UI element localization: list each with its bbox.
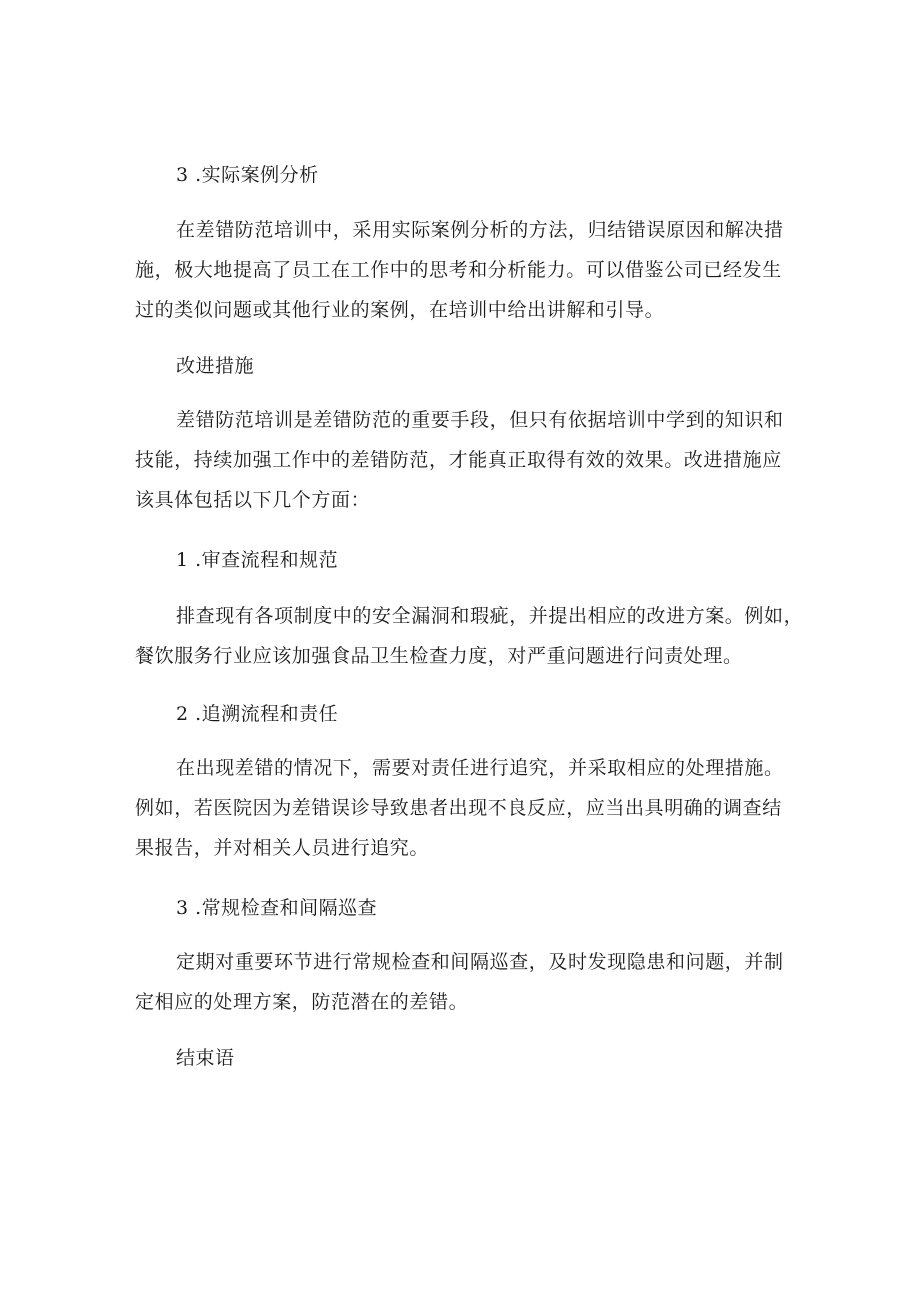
section-heading-improvement: 改进措施 — [176, 355, 255, 377]
paragraph-line: 餐饮服务行业应该加强食品卫生检查力度，对严重问题进行问责处理。 — [135, 645, 743, 667]
section-heading-trace-responsibility: 2 .追溯流程和责任 — [176, 703, 339, 725]
paragraph-line: 差错防范培训是差错防范的重要手段，但只有依据培训中学到的知识和 — [176, 409, 784, 431]
section-heading-review-process: 1 .审查流程和规范 — [176, 549, 339, 571]
paragraph-line: 例如，若医院因为差错误诊导致患者出现不良反应，应当出具明确的调查结 — [135, 797, 782, 819]
paragraph-line: 定相应的处理方案，防范潜在的差错。 — [135, 991, 469, 1013]
section-heading-conclusion: 结束语 — [176, 1047, 235, 1069]
paragraph-line: 在出现差错的情况下，需要对责任进行追究，并采取相应的处理措施。 — [176, 757, 784, 779]
paragraph-line: 定期对重要环节进行常规检查和间隔巡查，及时发现隐患和问题，并制 — [176, 951, 784, 973]
paragraph-line: 在差错防范培训中，采用实际案例分析的方法，归结错误原因和解决措 — [176, 219, 784, 241]
section-heading-case-analysis: 3 .实际案例分析 — [176, 164, 319, 186]
paragraph-line: 排查现有各项制度中的安全漏洞和瑕疵，并提出相应的改进方案。例如， — [176, 605, 804, 627]
paragraph-trace-responsibility — [135, 748, 825, 868]
paragraph-line: 施，极大地提高了员工在工作中的思考和分析能力。可以借鉴公司已经发生 — [135, 259, 782, 281]
paragraph-improvement — [135, 400, 825, 520]
paragraph-review-process — [135, 596, 825, 676]
section-heading-routine-inspection: 3 .常规检查和间隔巡查 — [176, 897, 378, 919]
paragraph-routine-inspection — [135, 942, 825, 1022]
paragraph-line: 过的类似问题或其他行业的案例，在培训中给出讲解和引导。 — [135, 299, 665, 321]
paragraph-case-analysis — [135, 210, 825, 330]
paragraph-line: 技能，持续加强工作中的差错防范，才能真正取得有效的效果。改进措施应 — [135, 449, 782, 471]
paragraph-line: 果报告，并对相关人员进行追究。 — [135, 837, 430, 859]
paragraph-line: 该具体包括以下几个方面： — [135, 489, 371, 511]
